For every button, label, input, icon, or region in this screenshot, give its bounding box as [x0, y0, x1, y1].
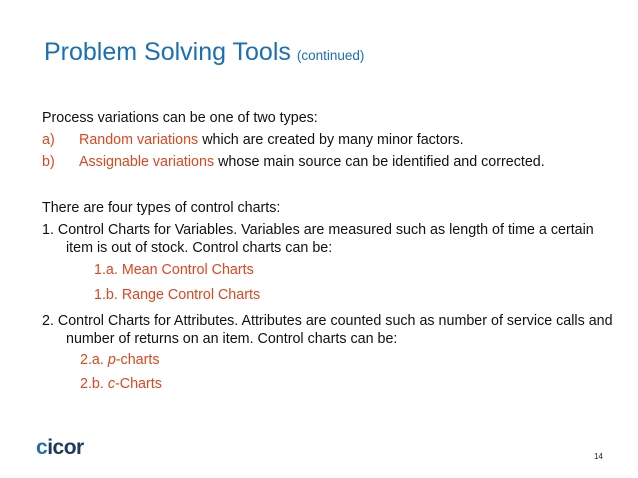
item2-sub-c [80, 376, 162, 392]
item1-sub-range: 1.b. Range Control Charts [94, 287, 261, 303]
item2-line2: number of returns on an item. Control charts can be: [66, 331, 398, 347]
variation-text-a: which are created by many minor factors. [202, 132, 464, 148]
title-sub: (continued) [296, 48, 365, 63]
item2-sub-p-prefix: 2.a. [80, 352, 108, 368]
item2-sub-p-suffix: -charts [115, 352, 160, 368]
item2-sub-p-letter: p [107, 352, 116, 368]
title-main: Problem Solving Tools [44, 38, 291, 66]
cicor-logo [36, 436, 84, 460]
variation-marker-b: b) [42, 154, 55, 170]
intro-text: Process variations can be one of two types: [42, 110, 318, 126]
variation-highlight-b: Assignable variations [79, 154, 215, 170]
variation-text-b: whose main source can be identified and corrected. [218, 154, 545, 170]
variation-highlight-a: Random variations [79, 132, 199, 148]
item1-sub-mean: 1.a. Mean Control Charts [94, 262, 254, 278]
logo-rest: icor [47, 436, 84, 459]
item1-line1: 1. Control Charts for Variables. Variables are measured such as length of time a certain [42, 222, 594, 238]
item2-sub-c-prefix: 2.b. [80, 376, 108, 392]
item2-line1: 2. Control Charts for Attributes. Attributes are counted such as number of service calls and [42, 313, 613, 329]
item2-sub-c-suffix: -Charts [114, 376, 162, 392]
item2-sub-p [80, 352, 159, 368]
page-number: 14 [594, 452, 603, 461]
charts-intro: There are four types of control charts: [42, 200, 281, 216]
logo-first-letter: c [36, 436, 48, 459]
variation-marker-a: a) [42, 132, 55, 148]
item1-line2: item is out of stock. Control charts can be: [66, 240, 333, 256]
slide-title [44, 38, 364, 67]
item2-sub-c-letter: c [107, 376, 115, 392]
